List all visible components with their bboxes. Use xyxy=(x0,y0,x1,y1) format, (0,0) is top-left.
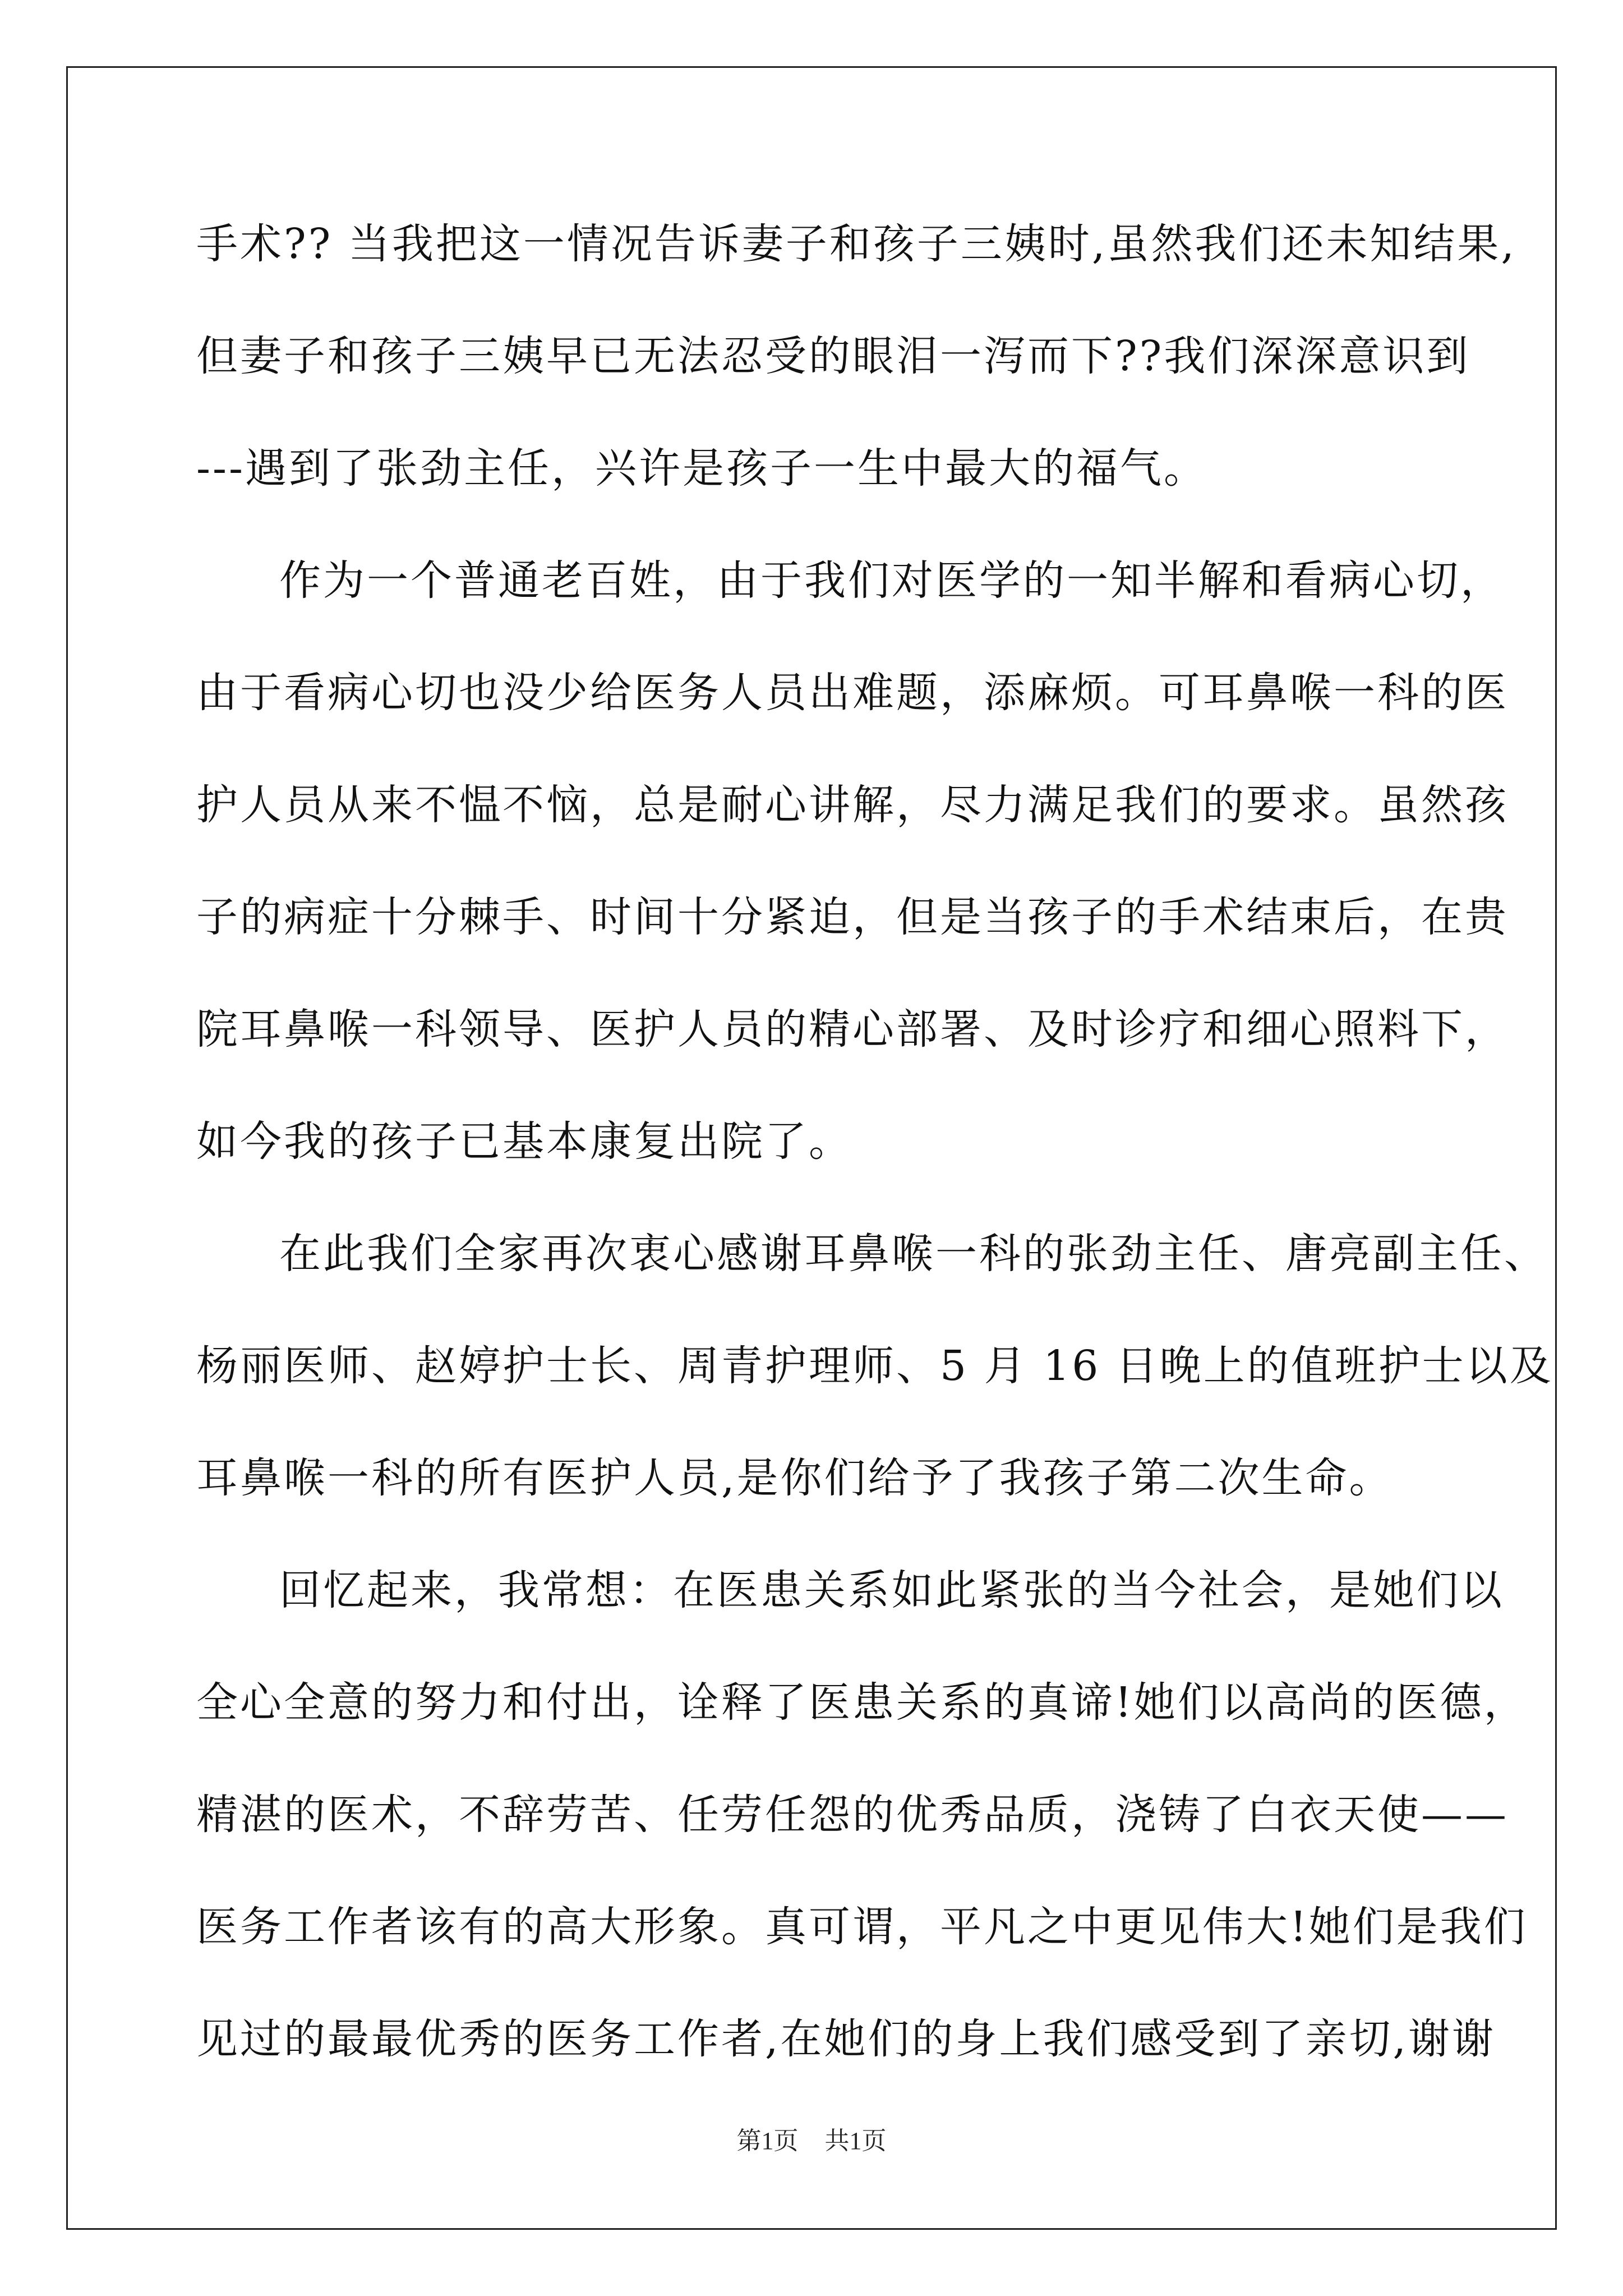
text-line: 护人员从来不愠不恼，总是耐心讲解，尽力满足我们的要求。虽然孩 xyxy=(196,781,1509,829)
page-number: 第1页 xyxy=(736,2127,799,2155)
text-line: ---遇到了张劲主任，兴许是孩子一生中最大的福气。 xyxy=(196,444,1208,493)
text-line: 见过的最最优秀的医务工作者,在她们的身上我们感受到了亲切,谢谢 xyxy=(196,2015,1496,2063)
text-line: 子的病症十分棘手、时间十分紧迫，但是当孩子的手术结束后，在贵 xyxy=(196,893,1509,941)
text-line: 耳鼻喉一科的所有医护人员,是你们给予了我孩子第二次生命。 xyxy=(196,1454,1393,1502)
text-line: 但妻子和孩子三姨早已无法忍受的眼泪一泻而下??我们深深意识到 xyxy=(196,332,1470,380)
text-line: 由于看病心切也没少给医务人员出难题，添麻烦。可耳鼻喉一科的医 xyxy=(196,669,1509,717)
text-line: 杨丽医师、赵婷护士长、周青护理师、5 月 16 日晚上的值班护士以及 xyxy=(196,1342,1553,1390)
page-footer xyxy=(0,2120,1623,2156)
page-total: 共1页 xyxy=(824,2127,887,2155)
text-line: 手术?? 当我把这一情况告诉妻子和孩子三姨时,虽然我们还未知结果, xyxy=(196,220,1516,268)
text-line: 精湛的医术，不辞劳苦、任劳任怨的优秀品质，浇铸了白衣天使—— xyxy=(196,1791,1509,1839)
text-line: 如今我的孩子已基本康复出院了。 xyxy=(196,1117,852,1166)
text-line: 院耳鼻喉一科领导、医护人员的精心部署、及时诊疗和细心照料下， xyxy=(196,1005,1509,1053)
text-line: 全心全意的努力和付出，诠释了医患关系的真谛!她们以高尚的医德， xyxy=(196,1678,1528,1727)
paragraph-start-line: 作为一个普通老百姓，由于我们对医学的一知半解和看病心切， xyxy=(279,556,1504,605)
paragraph-start-line: 在此我们全家再次衷心感谢耳鼻喉一科的张劲主任、唐亮副主任、 xyxy=(279,1230,1548,1278)
paragraph-start-line: 回忆起来，我常想：在医患关系如此紧张的当今社会，是她们以 xyxy=(279,1566,1504,1614)
text-line: 医务工作者该有的高大形象。真可谓，平凡之中更见伟大!她们是我们 xyxy=(196,1903,1528,1951)
